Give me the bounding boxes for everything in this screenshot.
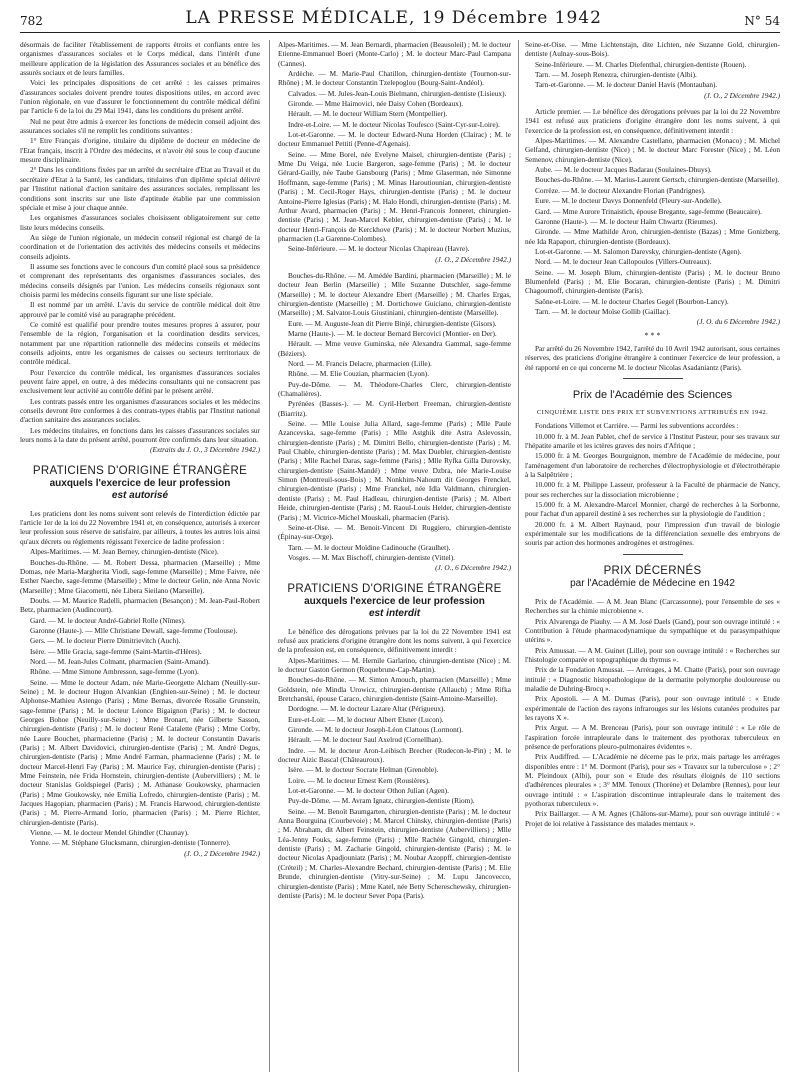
paragraph: Article premier. — Le bénéfice des dérogations prévues par la loi du 22 Novembre 1941 est refusé aux praticiens d'origine étrangère dont les noms suivent, à qui l'exercice de la profession est, en conséquence, définitivement interdit : [525, 107, 780, 135]
list-item: Hérault. — M. le docteur William Stern (Montpellier). [288, 109, 448, 119]
list-item: Gironde. — Mme Haimovici, née Daisy Cohen (Bordeaux). [288, 99, 464, 109]
page-header [20, 8, 780, 33]
list-item: Seine. — Mme le docteur Adam, née Marie-Georgette Alcham (Neuilly-sur-Seine) ; M. le docteur Hugon Alvankian (Enghien-sur-Seine) ; M. le docteur Alphonse-Mathieu Astengo (Paris) ; Mme Bernas, divorcée Rosalie Grunstein, sage-femme (Paris) ; M. le docteur Léonce Bigaignon (Paris) ; M. le docteur Georges Bohoe (Neuilly-sur-Seine) ; Mme Bronart, née Gilberte Sasson, chirurgien-dentiste (Paris) ; M. le docteur René Catalette (Paris) ; Mme Corby, née Laure Bouchet, pharmacienne (Paris) ; M. le docteur Constantin Davaris (Paris) ; M. Albert Davidovici, chirurgien-dentiste (Paris) ; M. André Degus, chirurgien-dentiste (Paris) ; Mme André Farman, pharmacienne (Paris) ; M. le docteur Marcel-Henri Fay (Paris) ; M. Maurice Fay, chirurgien-dentiste (Paris) ; Mme Feinstein, née Frida Hornstein, chirurgien-dentiste (Aubervilliers) ; M. le docteur Stanislas Goldspiegel (Paris) ; M. Athanase Goukowsky, pharmacien (Paris) ; Mme Goukowsky, née Emilia Lofredo, chirurgien-dentiste (Paris) ; M. Jacques Hagopian, pharmacien (Paris) ; M. Francis Harwood, chirurgien-dentiste (Paris) ; M. Pierre-Armand Iorio, pharmacien (Paris) ; M. Pierre Richter, chirurgien-dentiste (Paris). [20, 677, 260, 827]
list-item: Doubs. — M. Maurice Radelli, pharmacien (Besançon) ; M. Jean-Paul-Robert Betz, pharmacien (Audincourt). [20, 595, 260, 615]
section-subtitle: auxquels l'exercice de leur profession [304, 595, 485, 607]
column-divider [518, 40, 519, 1072]
paragraph: 10.000 fr. à M. Philippe Lasseur, professeur à la Faculté de pharmacie de Nancy, pour ses recherches sur la dissociation microbienne ; [525, 480, 780, 499]
list-item: Alpes-Maritimes. — M. Jean Bernardi, pharmacien (Beausoleil) ; M. le docteur Etienne-Emmanuel Boeri (Monte-Carlo) ; M. le docteur Marc-Paul Campana (Cannes). [278, 40, 511, 68]
list-item: Eure. — M. le docteur Davys Donnenfeld (Fleury-sur-Andelle). [535, 196, 722, 206]
list-item: Tarn. — M. le docteur Moïdine Cadinouche (Graulhet). [288, 542, 451, 552]
list-item: Corrèze. — M. le docteur Alexandre Florian (Pandrignes). [535, 185, 706, 195]
paragraph: 15.000 fr. à M. Georges Bourguignon, membre de l'Académie de médecine, pour l'aménagement d'un laboratoire de recherches d'électrophysiologie et d'électrothérapie à la Salpêtrière ; [525, 451, 780, 480]
list-item: Seine. — Mlle Louise Julia Allard, sage-femme (Paris) ; Mlle Paule Azancevska, sage-femme (Paris) ; Mlle Astghik dite Astra Aslevossin, chirurgien-dentiste (Paris) ; M. Dimitri Bello, chirurgien-dentiste (Paris) ; M. Paul Chable, chirurgien-dentiste (Paris) ; M. Max Duebler, chirurgien-dentiste (Paris) ; Mlle Rachel Daras, sage-femme (Paris) ; Mlle Ryfka Gilla Durovsky, chirurgien-dentiste (Saint-Mandé) ; Mme veuve Dzbra, née Marie-Louise Simon (Montreuil-sous-Bois) ; M. Nonkhim-Nahoum dit Georges Frenckel, chirurgien-dentiste (Paris) ; Mme Franckel, née Idla Valdmann, chirurgien-dentiste (Paris) ; M. Paul Hadleau, chirurgien-dentiste (Paris) ; M. Albert Heide, chirurgien-dentiste (Paris) ; M. Raoul-Louis Helder, chirurgien-dentiste (Paris) ; M. Victrice-Michel Mouskali, pharmacien (Paris). [278, 419, 511, 522]
list-item: Alpes-Maritimes. — M. Hernile Garlarino, chirurgien-dentiste (Nice) ; M. le docteur Gaston Germon (Roquebrune-Cap-Martin). [278, 655, 511, 674]
paragraph: Prix Alvarenga de Piauhy. — A M. José Daels (Gand), pour son ouvrage intitulé : « Contribution à l'étude pharmacodynamique du sympathique et du parasympathique utérins ». [525, 616, 780, 645]
list-item: Garonne (Haute-). — M. le docteur Haïm Chwartz (Rieumes). [535, 216, 718, 226]
section-title: PRATICIENS D'ORIGINE ÉTRANGÈRE [287, 582, 502, 595]
source-citation: (J. O., 2 Décembre 1942.) [435, 254, 511, 264]
divider [623, 378, 683, 379]
list-item: Rhône. — Mme Simone Ambresson, sage-femme (Lyon). [30, 667, 199, 677]
separator-stars: * * * [644, 330, 661, 340]
paragraph: 15.000 fr. à M. Alexandre-Marcel Monnier, chargé de recherches à la Sorbonne, pour l'achat d'un appareil destiné à ses recherches sur la physiologie de l'audition ; [525, 500, 780, 519]
list-item: Gard. — Mme Aurore Trinaistich, épouse Bregante, sage-femme (Beaucaire). [535, 206, 762, 216]
source-citation: (J. O. du 6 Décembre 1942.) [696, 317, 780, 327]
list-item: Vosges. — M. Max Bischoff, chirurgien-dentiste (Vittel). [288, 552, 455, 562]
list-item: Puy-de-Dôme. — M. Théodore-Charles Clerc, chirurgien-dentiste (Chamalières). [278, 379, 511, 399]
paragraph: Prix Apostoli. — A M. Dumas (Paris), pour son ouvrage intitulé : « Etude expérimentale de l'action des rayons infrarouges sur les lésions cutanées produites par les rayons X ». [525, 694, 780, 722]
section-caption: CINQUIÈME LISTE DES PRIX ET SUBVENTIONS ATTRIBUÉS EN 1942. [536, 409, 769, 416]
list-item: Ardèche. — M. Marie-Paul Chatillon, chirurgien-dentiste (Tournon-sur-Rhône) ; M. le docteur Constantin Tzelepoglou (Bourg-Saint-Andéol). [278, 69, 511, 88]
list-item: Saône-et-Loire. — M. le docteur Charles Gegel (Bourbon-Lancy). [535, 296, 729, 306]
divider [623, 554, 683, 555]
column-divider [269, 40, 270, 1072]
list-item: Bouches-du-Rhône. — M. Simon Amouch, pharmacien (Marseille) ; Mme Goldstein, née Mindla Urowicz, chirurgien-dentiste (Allauch) ; Mme Rifka Bretchanski, épouse Caraco, chirurgien-dentiste (Saint-Antoine-Marseille). [278, 675, 511, 703]
list-item: Seine. — M. Benoît Baumgarten, chirurgien-dentiste (Paris) ; M. le docteur Anna Bourguina (Courbevoie) ; M. Marcel Chinsky, chirurgien-dentiste (Paris) ; M. Abraham, dit Albert Feinstein, chirurgien-dentiste (Aubervilliers) ; Mlle Léa-Jenny Fouks, sage-femme (Paris) ; Mlle Rachèle Gingold, chirurgien-dentiste (Paris) ; M. Zacharie Gingold, chirurgien-dentiste (Paris) ; M. le docteur Nicolas Apadjouniatz (Paris) ; M. Noubar Azoppff, chirurgien-dentiste (Créteil) ; M. Charles-Alexandre Bechard, chirurgien-dentiste (Paris) ; M. Elie Brunde, chirurgien-dentiste (Vitry-sur-Seine) ; M. Lupu Jancovecco, chirurgien-dentiste (Paris) ; Mme Katel, née Betty Schereschewsky, chirurgien-dentiste (Paris) ; M. le docteur Sever Popa (Paris). [278, 806, 511, 900]
column-2 [278, 40, 511, 1072]
section-tag: est autorisé [111, 489, 169, 501]
list-item: Alpes-Maritimes. — M. Jean Berney, chirurgien-dentiste (Nice). [30, 547, 219, 557]
list-item: Bouches-du-Rhône. — M. Amédée Bardini, pharmacien (Marseille) ; M. le docteur Jean Berlin (Marseille) ; Mlle Suzanne Dutschler, sage-femme (Marseille) ; M. le docteur Alexandre Ebert (Marseille) ; M. Charles Ergas, chirurgien-dentiste (Marseille) ; M. Dortichowe Guiciano, chirurgien-dentiste (Marseille) ; M. Salvator-Louis Giustiniani, chirurgien-dentiste (Marseille). [278, 270, 511, 318]
list-item: Seine-et-Oise. — M. Benoit-Vincent Di Ruggiero, chirurgien-dentiste (Épinay-sur-Orge). [278, 522, 511, 542]
paragraph: Voici les principales dispositions de cet arrêté : les caisses primaires d'assurances sociales doivent prendre toutes dispositions utiles, en accord avec l'union régionale, en vue d'assurer le fonctionnement du contrôle médical défini par l'article 6 de la loi du 29 Mai 1941, dans les conditions du présent arrêté. [20, 78, 260, 116]
list-item: Marne (Haute-). — M. le docteur Bernard Bercovici (Montier- en Der). [288, 328, 497, 338]
list-item: Seine-et-Oise. — Mme Lichtenstajn, dite Lichten, née Suzanne Gold, chirurgien-dentiste (Aulnay-sous-Bois). [525, 40, 780, 59]
paragraph: Ce comité est qualifié pour prendre toutes mesures propres à assurer, pour l'ensemble de la région, l'organisation et la coordination desdits services, notamment par une répartition rationnelle des médecins conseils et médecins conseils adjoints, entre les organismes de caisses ou secteurs territoriaux de contrôle médical. [20, 319, 260, 367]
paragraph: Prix Audiffred. — L'Académie ne décerne pas le prix, mais partage les arrérages disponibles entre : 1° M. Dormont (Paris), pour ses « Travaux sur la tuberculose » ; 2° M. Pleindoux (Albi), pour son « Etude des résultats éloignés de 110 sections d'adhérences pleurales » ; 3° MM. Tenoux (Thorène) et Delambre (Rennes), pour leur ouvrage intitulé : « L'aspiration discontinue intrapleurale dans le traitement des pyothorax tuberculeux ». [525, 752, 780, 809]
list-item: Gers. — M. le docteur Pierre Dimitrievitch (Auch). [30, 636, 181, 646]
paragraph: Au siège de l'union régionale, un médecin conseil régional est chargé de la coordination et de l'orientation des activités des médecins conseils et médecins conseils adjoints. [20, 232, 260, 261]
paragraph: Les médecins titulaires, en fonctions dans les caisses d'assurances sociales sur leurs noms à la date du présent arrêté, pourront être confirmés dans leur situation. [20, 425, 260, 445]
list-item: Eure. — M. Auguste-Jean dit Pierre Binjé, chirurgien-dentiste (Gisors). [288, 318, 497, 328]
section-heading [525, 389, 780, 401]
list-item: Seine-Inférieure. — M. le docteur Nicolas Chapireau (Havre). [288, 244, 470, 254]
list-item: Seine. — M. Joseph Blum, chirurgien-dentiste (Paris) ; M. le docteur Bruno Blumenfeld (Paris) ; M. Elie Bocaran, chirurgien-dentiste (Paris) ; M. Dimitri Chagoumoff, chirurgien-dentiste (Paris). [525, 267, 780, 296]
source-citation: (J. O., 6 Décembre 1942.) [435, 563, 511, 573]
source-citation: (J. O., 2 Décembre 1942.) [184, 848, 260, 858]
list-item: Lot-et-Garonne. — M. le docteur Edward-Nuna Horden (Clairac) ; M. le docteur Emmanuel Pettiti (Penne-d'Agenais). [278, 130, 511, 149]
paragraph: Les contrats passés entre les organismes d'assurances sociales et les médecins conseils devront être conformes à des contrats-types établis par l'Institut national d'action sanitaire des assurances sociales. [20, 396, 260, 425]
list-item: Nord. — M. le docteur Jean Callopoulos (Villers-Outreaux). [535, 257, 712, 267]
masthead: LA PRESSE MÉDICALE, 19 Décembre 1942 [185, 8, 602, 28]
list-item: Pyrénées (Basses-). — M. Cyril-Herbert Freeman, chirurgien-dentiste (Biarritz). [278, 399, 511, 418]
list-item: Gironde. — Mme Mathilde Aron, chirurgien-dentiste (Bazas) ; Mme Gonizberg, née Ida Rapaport, chirurgien-dentiste (Bordeaux). [525, 227, 780, 246]
list-item: Isère. — Mlle Gracia, sage-femme (Saint-Martin-d'Hères). [30, 646, 202, 656]
paragraph: Fondations Villemot et Carrière. — Parmi les subventions accordées : [535, 421, 739, 431]
list-item: Tarn. — M. Joseph Renezra, chirurgien-dentiste (Albi). [535, 70, 697, 80]
list-item: Alpes-Maritimes. — M. Alexandre Castellano, pharmacien (Monaco) ; M. Michel Gelfand, chirurgien-dentiste (Nice) ; M. le docteur Marc Forester (Nice) ; M. Léon Semenov, chirurgien-dentiste (Nice). [525, 136, 780, 164]
list-item: Tarn-et-Garonne. — M. le docteur Daniel Havis (Montauban). [535, 80, 718, 90]
section-tag: est interdit [368, 607, 421, 619]
source-citation: (J. O., 2 Décembre 1942.) [704, 90, 780, 100]
list-item: Seine-Inférieure. — M. Charles Diefenthal, chirurgien-dentiste (Rouen). [535, 59, 747, 69]
paragraph: Nul ne peut être admis à exercer les fonctions de médecin conseil adjoint des assurances sociales s'il ne remplit les conditions suivantes : [20, 116, 260, 136]
list-item: Vienne. — M. le docteur Mendel Ghindler (Chaunay). [30, 828, 189, 838]
section-subtitle: auxquels l'exercice de leur profession [49, 477, 231, 489]
paragraph: 2° Dans les conditions fixées par un arrêté du secrétaire d'Etat au Travail et du secrétaire d'Etat à la Santé, les candidats, titulaires d'un diplôme spécial délivré par l'Institut national d'action sanitaire des assurances sociales, remplissant les conditions sont inscrits sur une liste d'aptitude établie par une commission spéciale et mise à jour chaque année. [20, 165, 260, 212]
paragraph: Prix Argut. — A M. Brenceau (Paris), pour son ouvrage intitulé : « Le rôle de l'aspiration forcée intrapleurale dans le traitement des pyothorax tuberculeux en présence de perforations pleuro-pulmonaires évidentes ». [525, 723, 780, 751]
list-item: Yonne. — M. Stéphane Glucksmann, chirurgien-dentiste (Tonnerre). [30, 838, 231, 848]
list-item: Loire. — M. le docteur Ernest Kern (Rousières). [288, 775, 430, 785]
paragraph: Prix de l'Académie. — A M. Jean Blanc (Carcassonne), pour l'ensemble de ses « Recherches sur la chimie microbienne ». [525, 596, 780, 616]
paragraph: désormais de faciliter l'établissement de rapports étroits et confiants entre les organismes d'assurances sociales et le Corps médical, dans l'intérêt d'une meilleure application de la législation des Assurances sociales et au bénéfice des assurés sociaux et de leurs familles. [20, 40, 260, 78]
list-item: Gironde. — M. le docteur Joseph-Léon Clattous (Lormont). [288, 725, 464, 734]
section-title: PRATICIENS D'ORIGINE ÉTRANGÈRE [32, 464, 248, 477]
source-citation: (Extraits du J. O., 3 Décembre 1942.) [150, 445, 260, 455]
list-item: Lot-et-Garonne. — M. le docteur Othon Julian (Agen). [288, 786, 449, 796]
list-item: Gard. — M. le docteur André-Gabriel Rolle (Nîmes). [30, 615, 186, 625]
list-item: Tarn. — M. le docteur Moïse Gollib (Gaillac). [535, 306, 671, 316]
list-item: Seine. — Mme Borel, née Evelyne Maisel, chirurgien-dentiste (Paris) ; Mme Du Veiga, née Lucie Bargeron, sage-femme (Paris) ; M. le docteur Gérard-Gailly, née Taube Gansbourg (Paris) ; Mme Glaserman, née Simonne Hoffmann, sage-femme (Paris) ; M. Minas Haroutiounian, chirurgien-dentiste (Paris) ; M. Cecil-Roger Hays, chirurgien-dentiste (Paris) ; M. le docteur Antoine-Pierre Iglesias (Paris) ; M. Halo Hondi, chirurgien-dentiste (Paris) ; M. Arthur Avard, pharmacien (Paris) ; M. Henri-Francois Jonneret, chirurgien-dentiste (Paris) ; M. Jean-Marcel Kebler, chirurgien-dentiste (Paris) ; M. le docteur Henri-François de Kerckhove (Paris) ; M. le docteur Norbert Muzius, pharmacien (La Garenne-Colombes). [278, 149, 511, 243]
list-item: Puy-de-Dôme. — M. Avram Ignatz, chirurgien-dentiste (Riom). [288, 796, 475, 806]
list-item: Garonne (Haute-). — Mlle Christiane Dewall, sage-femme (Toulouse). [30, 625, 238, 635]
section-heading [525, 565, 780, 590]
list-item: Dordogne. — M. le docteur Lazare Altar (Périgueux). [288, 704, 446, 714]
section-heading [20, 465, 260, 502]
issue-number: N° 54 [744, 14, 780, 28]
section-title: PRIX DÉCERNÉS [603, 564, 702, 577]
paragraph: Pour l'exercice du contrôle médical, les organismes d'assurances sociales peuvent faire appel, en outre, à des médecins consultants qui ne consacrent pas exclusivement leur activité au contrôle défini par le présent arrêté. [20, 367, 260, 396]
list-item: Aube. — M. le docteur Jacques Badarau (Soulaines-Dhuys). [535, 165, 712, 175]
paragraph: Le bénéfice des dérogations prévues par la loi du 22 Novembre 1941 est refusé aux praticiens d'origine étrangère dont les noms suivent, à qui l'exercice de la profession est, en conséquence, définitivement interdit : [278, 626, 511, 655]
section-heading [278, 583, 511, 620]
section-title: Prix de l'Académie des Sciences [572, 389, 733, 401]
list-item: Lot-et-Garonne. — M. Salomon Darevsky, chirurgien-dentiste (Agen). [535, 246, 742, 256]
list-item: Eure-et-Loir. — M. le docteur Albert Elsner (Lucon). [288, 714, 444, 724]
paragraph: Prix Baillarger. — A M. Agnes (Châlons-sur-Marne), pour son ouvrage intitulé : « Projet de loi relative à l'assistance des malades mentaux ». [525, 809, 780, 828]
paragraph: Prix Amussat. — A M. Guinet (Lille), pour son ouvrage intitulé : « Recherches sur l'histologie comparée et topographique du thymus ». [525, 645, 780, 664]
paragraph: Prix de la Fondation Amussat. — Arrérages, à M. Chatte (Paris), pour son ouvrage intitulé : « Diagnostic histopathologique de la dermatite polymorphe douloureuse ou maladie de Duhring-Brocq ». [525, 665, 780, 693]
list-item: Nord. — M. Francis Delacre, pharmacien (Lille). [288, 359, 432, 368]
paragraph: Il assume ses fonctions avec le concours d'un comité placé sous sa présidence et comprenant des représentants des organismes d'assurances sociales, des médecins conseils désignés par l'union. Les médecins conseils régionaux sont choisis parmi les médecins conseils figurant sur une liste spéciale. [20, 261, 260, 299]
page-number: 782 [20, 14, 43, 28]
paragraph: Les organismes d'assurances sociales choisissent obligatoirement sur cette liste leurs médecins conseils. [20, 213, 260, 232]
paragraph: Par arrêté du 26 Novembre 1942, l'arrêté du 10 Avril 1942 autorisant, sous certaines réserves, des praticiens d'origine étrangère à continuer l'exercice de leur profession, a été rapporté en ce qui concerne M. le docteur Nicolas Asadaniantz (Paris). [525, 343, 780, 372]
list-item: Hérault. — M. le docteur Saul Axelrod (Cornellhan). [288, 735, 443, 745]
list-item: Rhône. — M. Elie Couzian, pharmacien (Lyon). [288, 369, 430, 379]
paragraph: Les praticiens dont les noms suivent sont relevés de l'interdiction édictée par l'article 1er de la loi du 22 Novembre 1941 et, en conséquence, autorisés à exercer leur profession sous réserve de satisfaire, par ailleurs, à toutes les autres lois ainsi qu'aux décrets ou règlements régissant l'exercice de ladite profession : [20, 508, 260, 546]
section-subtitle: par l'Académie de Médecine en 1942 [570, 577, 735, 589]
column-1 [20, 40, 260, 1072]
intro-text [20, 40, 260, 455]
list-item: Isère. — M. le docteur Socrate Helman (Grenoble). [288, 765, 439, 775]
list-item: Nord. — M. Jean-Jules Colmant, pharmacien (Saint-Amand). [30, 656, 210, 666]
list-item: Hérault. — Mme veuve Guminska, née Alexandra Gammal, sage-femme (Béziers). [278, 339, 511, 358]
list-item: Bouches-du-Rhône. — M. Marius-Laurent Gertsch, chirurgien-dentiste (Marseille). [535, 175, 780, 185]
list-item: Bouches-du-Rhône. — M. Robert Dessa, pharmacien (Marseille) ; Mme Domas, née Maria-Margherita Viodi, sage-femme (Marseille) ; Mme Faivre, née Esther Naeche, sage-femme (Marseille) ; Mme le docteur Gelin, née Anna Novic (Marseille) ; Mme Giacometti, née Libera Sieilano (Marseille). [20, 557, 260, 595]
paragraph: 10.000 fr. à M. Jean Pablet, chef de service à l'Institut Pasteur, pour ses travaux sur l'hépatite amarile et les ictères graves des noirs d'Afrique ; [525, 431, 780, 451]
paragraph: 1° Etre Français d'origine, titulaire du diplôme de docteur en médecine de l'Etat français, inscrit à l'Ordre des médecins, et n'avoir été sous le coup d'aucune mesure disciplinaire. [20, 136, 260, 165]
list-item: Indre. — M. le docteur Aron-Leibisch Brecher (Rudecon-le-Pin) ; M. le docteur Aizic Bascal (Châteauroux). [278, 745, 511, 765]
list-item: Calvados. — M. Jules-Jean-Louis Bielmann, chirurgien-dentiste (Lisieux). [288, 88, 507, 98]
column-3 [525, 40, 780, 1072]
list-item: Indre-et-Loire. — M. le docteur Nicolas Toufesco (Saint-Cyr-sur-Loire). [288, 119, 500, 129]
paragraph: 20.000 fr. à M. Albert Raynaud, pour l'impression d'un travail de biologie expérimentale sur les modifications de la différenciation sexuelle des embryons de souris par action des hormones androgènes et œstrogènes. [525, 519, 780, 548]
paragraph: Il est nommé par un arrêté. L'avis du service de contrôle médical doit être approuvé par le comité visé au paragraphe précédent. [20, 300, 260, 319]
